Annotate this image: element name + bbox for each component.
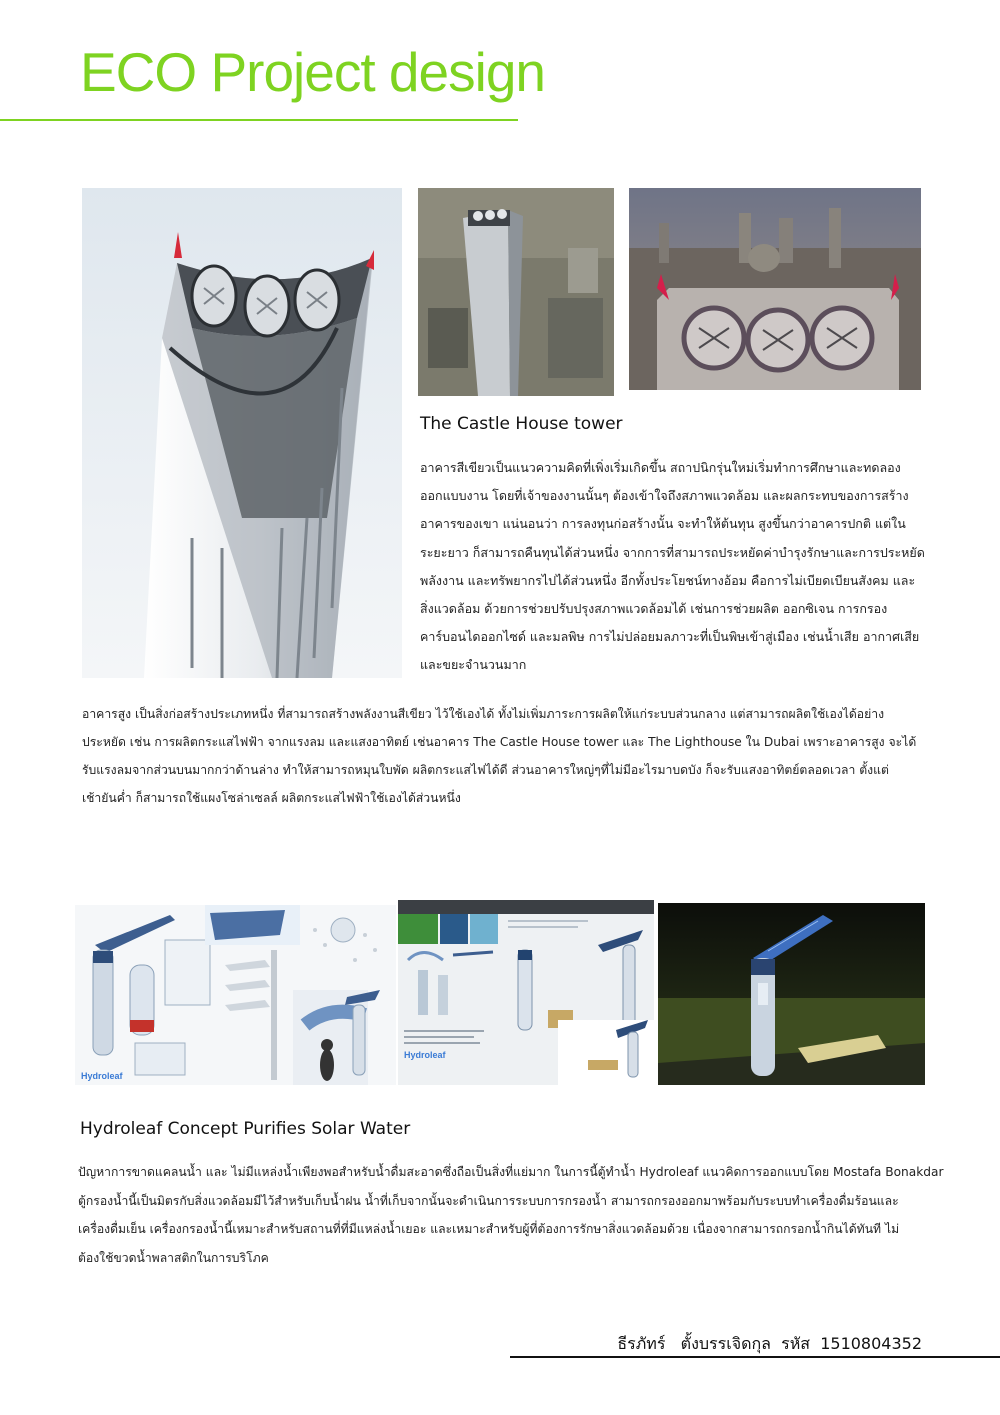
text-line: อาคารสีเขียวเป็นแนวความคิดที่เพิ่งเริ่มเกิดขึ้น สถาปนิกรุ่นใหม่เริ่มทำการศึกษาและทดลอง: [420, 460, 901, 475]
castle-house-description: [420, 454, 925, 680]
footer-underline: [510, 1356, 1000, 1358]
text-line: อาคารสูง เป็นสิ่งก่อสร้างประเภทหนึ่ง ที่สามารถสร้างพลังงานสีเขียว ไว้ใช้เองได้ ทั้งไม่เพิ่มภาระการผลิตให้แก่ระบบส่วนกลาง แต่สามารถผลิตใช้เองได้อย่าง: [82, 707, 885, 721]
high-rise-paragraph: [82, 700, 916, 812]
text-line: พลังงาน และทรัพยากรไปได้ส่วนหนึ่ง อีกทั้งประโยชน์ทางอ้อม คือการไม่เบียดเบียนสังคม และ: [420, 572, 916, 588]
castle-tower-render-image: [82, 188, 402, 678]
text-line: รับแรงลมจากส่วนบนมากกว่าด้านล่าง ทำให้สามารถหมุนใบพัด ผลิตกระแสไฟได้ดี ส่วนอาคารใหญ่ๆที่ไม่มีอะไรมาบดบัง ก็จะรับแสงอาทิตย์ตลอดเวลา ตั้งแต่: [82, 763, 889, 777]
hydroleaf-logo: Hydroleaf: [81, 1071, 123, 1081]
author-signature: ธีรภัทร์ ตั้งบรรเจิดกุล รหัส 1510804352: [617, 1334, 922, 1353]
page-title: ECO Project design: [80, 41, 545, 103]
text-line: ต้องใช้ขวดน้ำพลาสติกในการบริโภค: [78, 1250, 269, 1265]
title-underline: [0, 119, 518, 121]
text-line: สิ่งแวดล้อม ด้วยการช่วยปรับปรุงสภาพแวดล้อมได้ เช่นการช่วยผลิต ออกซิเจน การกรอง: [420, 601, 888, 617]
text-line: คาร์บอนไดออกไซด์ และมลพิษ การไม่ปล่อยมลภาวะที่เป็นพิษเข้าสู่เมือง เช่นน้ำเสีย อากาศเสีย: [420, 629, 920, 645]
text-line: ออกแบบงาน โดยที่เจ้าของงานนั้นๆ ต้องเข้าใจถึงสภาพแวดล้อม และผลกระทบของการสร้าง: [420, 488, 909, 504]
hydroleaf-presentation-image: [398, 900, 654, 1085]
castle-tower-city-view-image: [629, 188, 921, 390]
hydroleaf-diagram-image: [75, 905, 396, 1085]
text-line: ปัญหาการขาดแคลนน้ำ และ ไม่มีแหล่งน้ำเพียงพอสำหรับน้ำดื่มสะอาดซึ่งถือเป็นสิ่งที่แย่มาก ในการนี้ตู้ทำน้ำ Hydroleaf แนวคิดการออกแบบโดย Mostafa Bonakdar: [78, 1165, 944, 1179]
text-line: ประหยัด เช่น การผลิตกระแสไฟฟ้า จากแรงลม และแสงอาทิตย์ เช่นอาคาร The Castle House tower และ The Lighthouse ใน Dubai เพราะอาคารสูง จะได้: [82, 735, 917, 749]
text-line: เช้ายันค่ำ ก็สามารถใช้แผงโซล่าเซลล์ ผลิตกระแสไฟฟ้าใช้เองได้ส่วนหนึ่ง: [82, 791, 461, 805]
hydroleaf-logo-small: Hydroleaf: [404, 1050, 446, 1060]
text-line: และขยะจำนวนมาก: [420, 657, 527, 673]
hydroleaf-night-render-image: [658, 903, 925, 1085]
hydroleaf-heading: Hydroleaf Concept Purifies Solar Water: [80, 1119, 411, 1139]
castle-tower-aerial-image: [418, 188, 614, 396]
text-line: เครื่องดื่มเย็น เครื่องกรองน้ำนี้เหมาะสำหรับสถานที่ที่มีแหล่งน้ำเยอะ และเหมาะสำหรับผู้ที่ต้องการรักษาสิ่งแวดล้อมด้วย เนื่องจากสามารถกรอกน้ำกินได้ทันที ไม่: [78, 1222, 900, 1236]
text-line: ตู้กรองน้ำนี้เป็นมิตรกับสิ่งแวดล้อมมีไว้สำหรับเก็บน้ำฝน น้ำที่เก็บจากนั้นจะดำเนินการระบบการกรองน้ำ สามารถกรองออกมาพร้อมกับระบบทำเครื่องดื่มร้อนและ: [78, 1193, 899, 1208]
text-line: ระยะยาว ก็สามารถคืนทุนได้ส่วนหนึ่ง จากการที่สามารถประหยัดค่าบำรุงรักษาและการประหยัด: [420, 544, 925, 560]
castle-house-heading: The Castle House tower: [420, 414, 623, 434]
hydroleaf-description: [78, 1158, 944, 1272]
text-line: อาคารของเขา แน่นอนว่า การลงทุนก่อสร้างนั้น จะทำให้ต้นทุน สูงขึ้นกว่าอาคารปกติ แต่ใน: [420, 516, 906, 532]
